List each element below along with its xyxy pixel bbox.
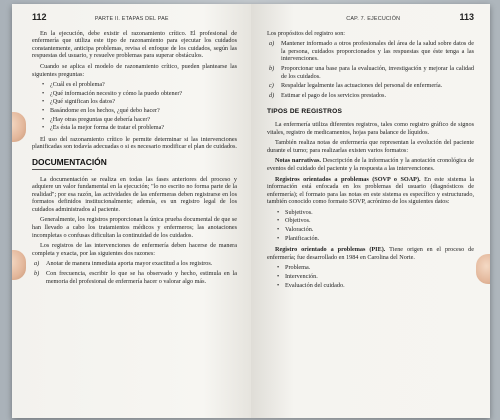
thumb-left-top xyxy=(12,112,26,142)
section-title: DOCUMENTACIÓN xyxy=(32,156,107,167)
page-number: 112 xyxy=(32,12,47,22)
item-label: b) xyxy=(269,64,275,72)
item-text: Con frecuencia, escribir lo que se ha observado y hecho, estimula en la memoria del profesional de enfermería hacer o valorar algo más. xyxy=(46,270,237,285)
thumb-right xyxy=(476,254,490,284)
item-label: b) xyxy=(34,270,40,278)
paragraph: También realiza notas de enfermería que representan la evolución del paciente durante el turno; para realizarlas existen varios formatos: xyxy=(267,139,474,154)
right-page-header xyxy=(267,14,474,24)
item-text: Anotar de manera inmediata aporta mayor exactitud a los registros. xyxy=(46,260,213,268)
paragraph xyxy=(267,157,474,172)
right-page xyxy=(251,4,490,418)
term-text: Tiene origen en el proceso de enfermería; fue desarrollado en 1984 en Carolina del Norte. xyxy=(267,246,475,261)
list-item: • Valoración. xyxy=(285,226,474,234)
thumb-left-bottom xyxy=(12,250,26,280)
list-item: • ¿Qué significan los datos? xyxy=(50,98,237,106)
question-list xyxy=(32,81,237,132)
term-text: En este sistema la información está enfocada en los problemas del usuario (diagnósticos de enfermería); el formato para las notas en este sistema es específico y estructurado, también conocido como formato SOVP, acrónimo de los siguientes datos: xyxy=(267,175,475,206)
list-item: • Problema. xyxy=(285,264,474,272)
term-label: Notas narrativas. xyxy=(275,157,321,165)
list-item: • ¿Hay otras preguntas que debería hacer? xyxy=(50,116,237,124)
pie-list xyxy=(267,264,474,289)
list-item: • Objetivos. xyxy=(285,217,474,225)
item-text: Proporcionar una base para la evaluación, investigación y mejorar la calidad de los cuidados. xyxy=(281,64,474,80)
item-label: c) xyxy=(269,82,274,90)
page-number: 113 xyxy=(459,12,474,22)
paragraph: Cuando se aplica el modelo de razonamiento crítico, pueden plantearse las siguientes preguntas: xyxy=(32,62,237,78)
paragraph: La enfermería utiliza diferentes registros, tales como registro gráfico de signos vitales, registro de medicamentos, hojas para balance de líquidos. xyxy=(267,120,474,136)
list-item: • ¿Qué información necesito y cómo la puedo obtener? xyxy=(50,90,237,98)
term-label: Registro orientado a problemas (PIE). xyxy=(275,246,386,254)
list-item: • Evaluación del cuidado. xyxy=(285,282,474,290)
list-item xyxy=(269,82,474,90)
list-item xyxy=(269,91,474,100)
paragraph: Generalmente, los registros proporcionan la única prueba documental de que se han llevado a cabo los tratamientos médicos y enfermeros; las anotaciones incompletas o confusas dificultan la continuidad de los cuidados. xyxy=(32,216,237,239)
list-item xyxy=(34,270,237,285)
running-head: CAP. 7. EJECUCIÓN xyxy=(346,16,401,22)
paragraph: El uso del razonamiento crítico le permite determinar si las intervenciones planificadas son todavía adecuadas o si es necesario modificar el plan de cuidados. xyxy=(32,135,237,151)
list-item: • Planificación. xyxy=(285,235,474,243)
soap-list xyxy=(267,209,474,242)
item-text: Respaldar legalmente las actuaciones del personal de enfermería. xyxy=(281,82,443,90)
left-page xyxy=(12,4,251,418)
item-label: a) xyxy=(34,260,40,268)
list-item: • ¿Es ésta la mejor forma de tratar el problema? xyxy=(50,124,237,132)
reasons-list xyxy=(32,260,237,285)
paragraph: La documentación se realiza en todas las fases anteriores del proceso y adquiere un valor fundamental en la ejecución; "lo no escrito no forma parte de la realidad"; por esa razón, las actividades de las enfermeras deben registrarse en los formatos definidos institucionalmente; además, es un registro legal de los cuidados administrados al paciente. xyxy=(32,175,237,213)
list-item: • ¿Cuál es el problema? xyxy=(50,81,237,89)
item-label: d) xyxy=(269,91,275,99)
section-title: TIPOS DE REGISTROS xyxy=(267,108,343,116)
item-label: a) xyxy=(269,40,275,48)
paragraph xyxy=(267,246,474,261)
list-item: • Basándome en los hechos, ¿qué debo hacer? xyxy=(50,107,237,115)
section-rule xyxy=(32,169,92,170)
open-book xyxy=(12,4,490,418)
item-text: Estimar el pago de los servicios prestados. xyxy=(281,91,386,99)
list-item: • Subjetivos. xyxy=(285,209,474,217)
list-item xyxy=(269,64,474,80)
running-head: PARTE II. ETAPAS DEL PAE xyxy=(94,16,169,22)
term-text: Descripción de la información y la anotación cronológica de eventos del cuidado del paciente y la respuesta a las intervenciones. xyxy=(267,157,475,172)
paragraph: Los propósitos del registro son: xyxy=(267,29,346,37)
paragraph: En la ejecución, debe existir el razonamiento crítico. El profesional de enfermería que utiliza este tipo de razonamiento para ejecutar los cuidados constantemente, anticipa problemas, revisa el enfoque de los cuidados, según las respuestas del usuario, y resuelve problemas para superar obstáculos. xyxy=(32,29,237,60)
item-text: Mantener informado a otros profesionales del área de la salud sobre datos de la persona, cuidados proporcionados y las respuestas que éste tenga a las intervenciones. xyxy=(281,40,474,63)
list-item: • Intervención. xyxy=(285,273,474,281)
term-label: Registros orientados a problemas (SOVP o SOAP). xyxy=(275,175,421,183)
paragraph: Los registros de las intervenciones de enfermería deben hacerse de manera completa y exacta, por las siguientes dos razones: xyxy=(32,242,237,257)
list-item xyxy=(269,40,474,63)
purposes-list xyxy=(267,40,474,99)
left-page-header xyxy=(32,14,237,24)
paragraph xyxy=(267,176,474,206)
list-item xyxy=(34,260,237,268)
